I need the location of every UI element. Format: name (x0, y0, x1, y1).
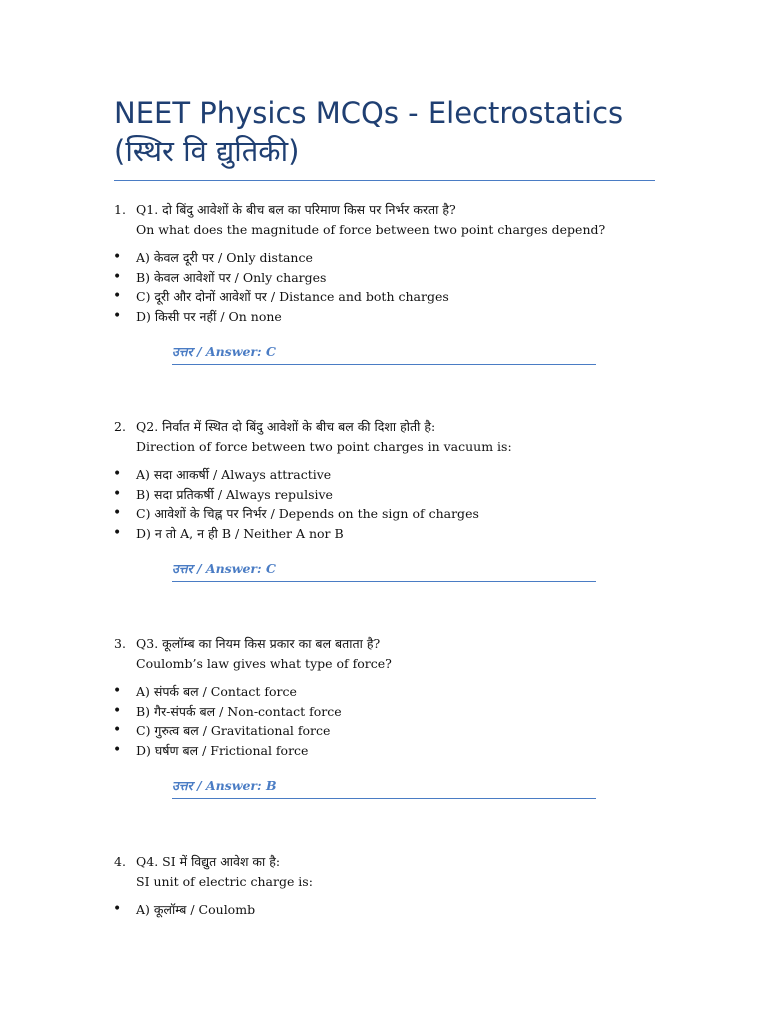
bullet-icon: • (113, 288, 122, 305)
question-text-english: On what does the magnitude of force between two point charges depend? (136, 222, 606, 237)
title-underline (114, 180, 655, 181)
bullet-icon: • (113, 901, 122, 917)
question-number: 1. (114, 202, 126, 217)
bullet-icon: • (113, 505, 122, 522)
bullet-icon: • (113, 268, 122, 285)
bullet-icon: • (113, 722, 122, 739)
question-text-hindi: Q1. दो बिंदु आवेशों के बीच बल का परिमाण किस पर निर्भर करता है? (136, 202, 456, 217)
question-3: 3. Q3. कूलॉम्ब का नियम किस प्रकार का बल बताता है? Coulomb’s law gives what type of force? • A) संपर्क बल / Contact force • B) गैर-संपर्क बल / Non-contact force • C) गुरुत्व बल / Gravitational force • D) घर्षण बल / Frictional force उत्तर / Answer: B (0, 634, 768, 674)
document-title (114, 94, 674, 170)
bullet-icon: • (113, 249, 122, 265)
bullet-icon: • (113, 702, 122, 719)
question-number: 4. (114, 854, 126, 869)
bullet-icon: • (113, 524, 122, 541)
question-text-english: Coulomb’s law gives what type of force? (136, 656, 392, 671)
question-number: 2. (114, 419, 126, 434)
bullet-icon: • (113, 307, 122, 324)
question-1: 1. Q1. दो बिंदु आवेशों के बीच बल का परिमाण किस पर निर्भर करता है? On what does the magnitude of force between two point charges depend? • A) केवल दूरी पर / Only distance • B) केवल आवेशों पर / Only charges • C) दूरी और दोनों आवेशों पर / Distance and both charges • D) किसी पर नहीं / On none उत्तर / Answer: C (0, 200, 768, 240)
question-number: 3. (114, 636, 126, 651)
answer-label: उत्तर / Answer: C (172, 559, 596, 582)
bullet-icon: • (113, 741, 122, 758)
answer-label: उत्तर / Answer: C (172, 342, 596, 365)
question-text-hindi: Q2. निर्वात में स्थित दो बिंदु आवेशों के बीच बल की दिशा होती है: (136, 419, 436, 434)
question-text-hindi: Q4. SI में विद्युत आवेश का है: (136, 854, 281, 869)
question-text-english: SI unit of electric charge is: (136, 874, 313, 889)
title-line-2: (स्थिर वि द्युतिकी) (114, 134, 300, 168)
question-text-english: Direction of force between two point charges in vacuum is: (136, 439, 512, 454)
bullet-icon: • (113, 683, 122, 699)
bullet-icon: • (113, 466, 122, 482)
question-2: 2. Q2. निर्वात में स्थित दो बिंदु आवेशों के बीच बल की दिशा होती है: Direction of force between two point charges in vacuum is: • A) सदा आकर्षी / Always attractive • B) सदा प्रतिकर्षी / Always repulsive • C) आवेशों के चिह्न पर निर्भर / Depends on the sign of charges • D) न तो A, न ही B / Neither A nor B उत्तर / Answer: C (0, 417, 768, 457)
question-text-hindi: Q3. कूलॉम्ब का नियम किस प्रकार का बल बताता है? (136, 636, 381, 651)
question-4: 4. Q4. SI में विद्युत आवेश का है: SI unit of electric charge is: • A) कूलॉम्ब / Coulomb (0, 852, 768, 892)
bullet-icon: • (113, 485, 122, 502)
title-line-1: NEET Physics MCQs - Electrostatics (114, 96, 624, 130)
answer-label: उत्तर / Answer: B (172, 776, 596, 799)
